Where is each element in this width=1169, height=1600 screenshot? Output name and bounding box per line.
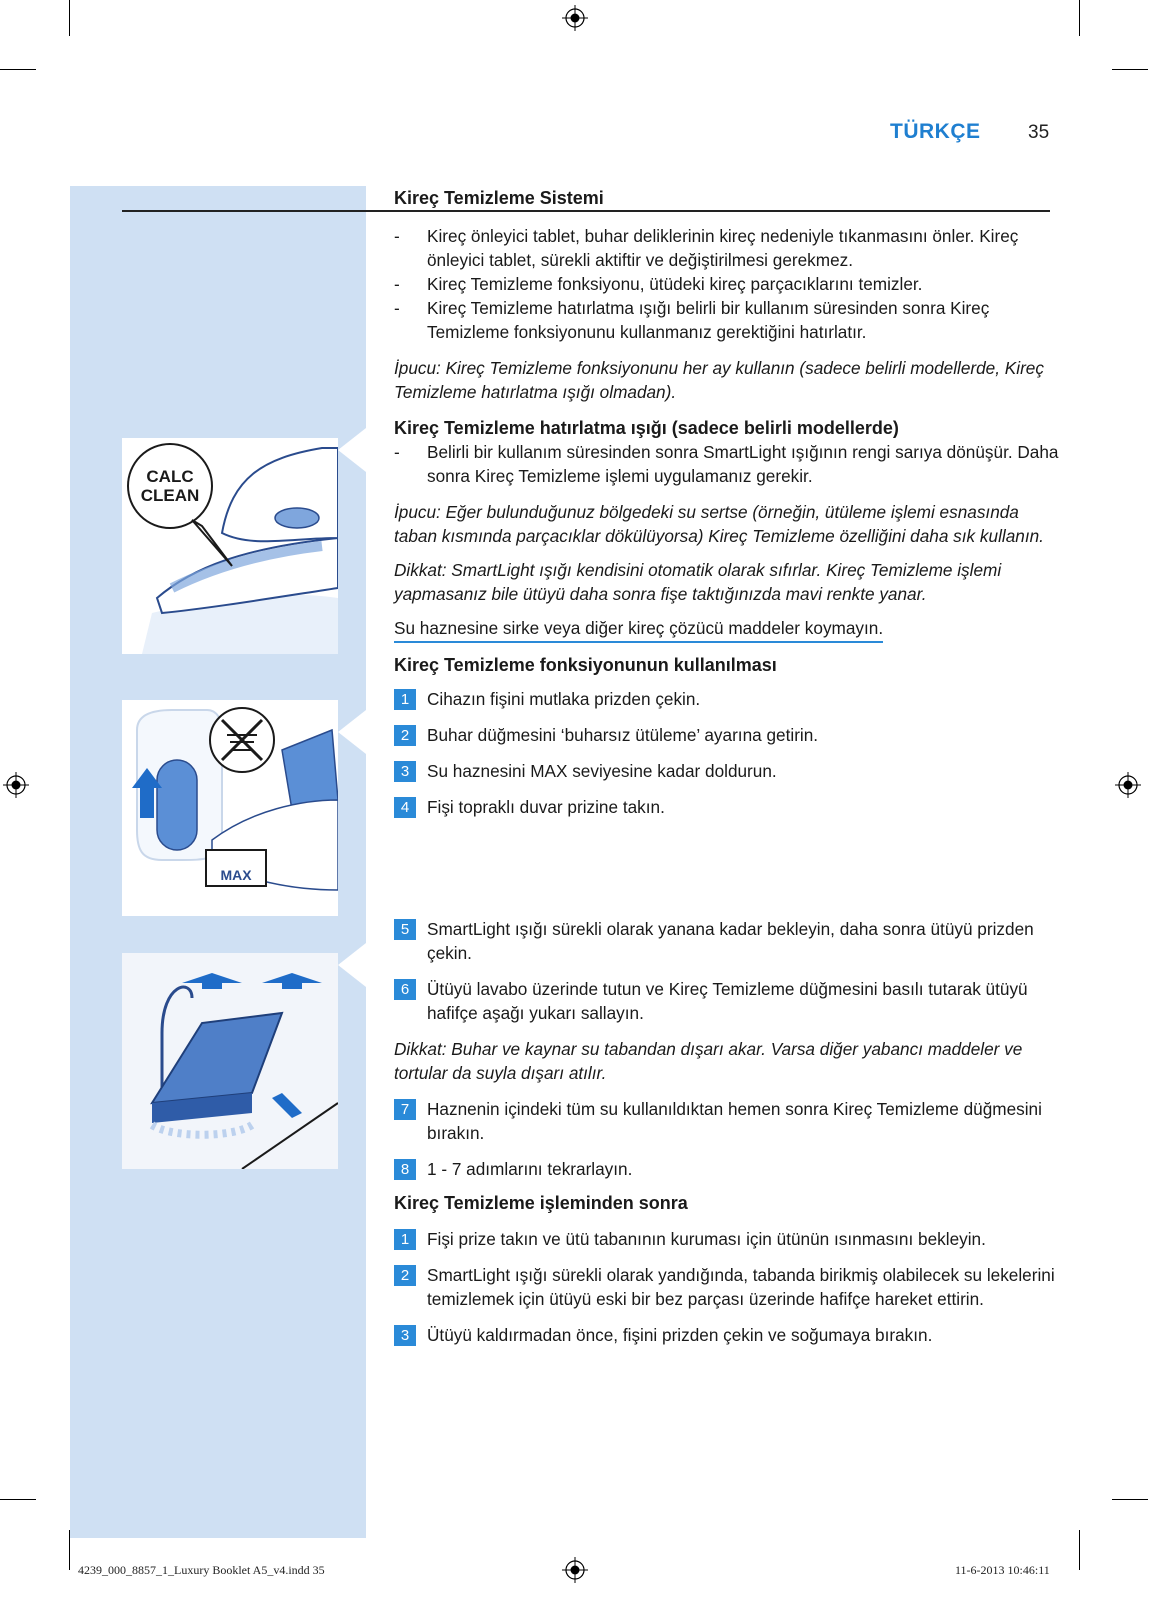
step-item [394,1263,1059,1311]
steps-list-a [394,687,1059,819]
pointer-triangle [338,943,366,987]
registration-mark-icon [1115,772,1141,798]
crop-mark [1079,0,1080,36]
step-number-badge: 2 [394,1265,416,1286]
bullet-item: - Kireç Temizleme fonksiyonu, ütüdeki kireç parçacıklarını temizler. [394,274,923,294]
step-number-badge: 1 [394,689,416,710]
step-item [394,1097,1059,1145]
clean-label: CLEAN [140,486,200,505]
note-steam-water: Dikkat: Buhar ve kaynar su tabandan dışarı akar. Varsa diğer yabancı maddeler ve tortular da suyla dışarı atılır. [394,1039,1023,1083]
step-text: Fişi prize takın ve ütü tabanının kuruması için ütünün ısınmasını bekleyin. [427,1229,986,1249]
bullet-text: Kireç Temizleme fonksiyonu, ütüdeki kireç parçacıklarını temizler. [427,274,923,294]
bullet-item: - Kireç Temizleme hatırlatma ışığı belirli bir kullanım süresinden sonra Kireç Temizleme fonksiyonunu kullanmanız gerektiğini hatırlatır. [394,298,990,342]
step-number-badge: 4 [394,797,416,818]
crop-mark [1112,69,1148,70]
pointer-triangle [338,428,366,472]
step-text: Cihazın fişini mutlaka prizden çekin. [427,689,701,709]
step-text: Buhar düğmesini ‘buharsız ütüleme’ ayarına getirin. [427,725,819,745]
step-text: Su haznesini MAX seviyesine kadar doldurun. [427,761,777,781]
section-title-descaling-system: Kireç Temizleme Sistemi [394,188,604,208]
step-item [394,977,1059,1025]
steps-list-after [394,1227,1059,1347]
step-item [394,1227,1059,1251]
fill-tank-illustration [122,700,338,916]
bullet-text: Kireç önleyici tablet, buhar deliklerinin kireç nedeniyle tıkanmasını önler. Kireç önleyici tablet, sürekli aktiftir ve değiştirilmesi gerekmez. [427,226,1019,270]
bullet-text: Kireç Temizleme hatırlatma ışığı belirli bir kullanım süresinden sonra Kireç Temizleme fonksiyonunu kullanmanız gerektiğini hatırlatır. [427,298,990,342]
step-number-badge: 1 [394,1229,416,1250]
footer-file: 4239_000_8857_1_Luxury Booklet A5_v4.indd 35 [78,1563,325,1577]
step-number-badge: 7 [394,1099,416,1120]
step-number-badge: 8 [394,1159,416,1180]
bullet-text: Belirli bir kullanım süresinden sonra SmartLight ışığının rengi sarıya dönüşür. Daha sonra Kireç Temizleme işlemi uygulamanız gerekir. [427,442,1059,486]
crop-mark [0,69,36,70]
descaling-bullets [394,224,1059,344]
water-tank-icon [122,700,338,916]
warning-line [394,616,1059,643]
step-text: Haznenin içindeki tüm su kullanıldıktan hemen sonra Kireç Temizleme düğmesini bırakın. [427,1099,1042,1143]
calc-label: CALC [146,467,194,486]
tip-monthly: İpucu: Kireç Temizleme fonksiyonunu her ay kullanın (sadece belirli modellerde, Kireç Temizleme hatırlatma ışığı olmadan). [394,358,1044,402]
step-item [394,723,1059,747]
step-text: Ütüyü kaldırmadan önce, fişini prizden çekin ve soğumaya bırakın. [427,1325,933,1345]
page-number: 35 [1028,122,1050,143]
steps-list-b [394,917,1059,1025]
note-smartlight: Dikkat: SmartLight ışığı kendisini otomatik olarak sıfırlar. Kireç Temizleme işlemi yapmasanız bile ütüyü daha sonra fişe taktığınızda mavi renkte yanar. [394,560,1002,604]
step-number-badge: 3 [394,761,416,782]
step-text: Fişi topraklı duvar prizine takın. [427,797,665,817]
steps-list-c [394,1097,1059,1181]
step-item [394,1157,1059,1181]
calc-clean-illustration [122,438,338,654]
step-text: SmartLight ışığı sürekli olarak yanana kadar bekleyin, daha sonra ütüyü prizden çekin. [427,919,1034,963]
bullet-item: - Kireç önleyici tablet, buhar deliklerinin kireç nedeniyle tıkanmasını önler. Kireç önleyici tablet, sürekli aktiftir ve değiştirilmesi gerekmez. [394,226,1019,270]
step-text: SmartLight ışığı sürekli olarak yandığında, tabanda birikmiş olabilecek su lekelerini temizlemek için ütüyü eski bir bez parçası üzerinde hafifçe hareket ettirin. [427,1265,1055,1309]
footer-datetime: 11-6-2013 10:46:11 [955,1563,1050,1577]
main-content [394,186,1059,1347]
section-title-after: Kireç Temizleme işleminden sonra [394,1193,688,1213]
max-label: MAX [220,867,252,883]
registration-mark-icon [562,1557,588,1583]
crop-mark [0,1499,36,1500]
warning-text: Su haznesine sirke veya diğer kireç çözücü maddeler koymayın. [394,616,883,643]
crop-mark [1112,1499,1148,1500]
crop-mark [69,0,70,36]
step-item [394,759,1059,783]
registration-mark-icon [3,772,29,798]
iron-over-sink-icon [122,953,338,1169]
step-number-badge: 2 [394,725,416,746]
crop-mark [1079,1530,1080,1570]
sink-shake-illustration [122,953,338,1169]
step-item [394,795,1059,819]
step-text: Ütüyü lavabo üzerinde tutun ve Kireç Temizleme düğmesini basılı tutarak ütüyü hafifçe aşağı yukarı sallayın. [427,979,1028,1023]
step-number-badge: 3 [394,1325,416,1346]
step-item [394,917,1059,965]
section-title-reminder-light: Kireç Temizleme hatırlatma ışığı (sadece belirli modellerde) [394,418,899,438]
iron-calc-clean-icon [122,438,338,654]
step-number-badge: 5 [394,919,416,940]
registration-mark-icon [562,5,588,31]
section-title-using-function: Kireç Temizleme fonksiyonunun kullanılması [394,655,777,675]
step-text: 1 - 7 adımlarını tekrarlayın. [427,1159,633,1179]
tip-hard-water: İpucu: Eğer bulunduğunuz bölgedeki su sertse (örneğin, ütüleme işlemi esnasında taban kısmında parçacıklar dökülüyorsa) Kireç Temizleme özelliğini daha sık kullanın. [394,502,1044,546]
step-item [394,687,1059,711]
bullet-item: - Belirli bir kullanım süresinden sonra SmartLight ışığının rengi sarıya dönüşür. Daha sonra Kireç Temizleme işlemi uygulamanız gerekir. [394,442,1059,486]
step-item [394,1323,1059,1347]
pointer-triangle [338,710,366,754]
language-header: TÜRKÇE [890,120,981,143]
step-number-badge: 6 [394,979,416,1000]
